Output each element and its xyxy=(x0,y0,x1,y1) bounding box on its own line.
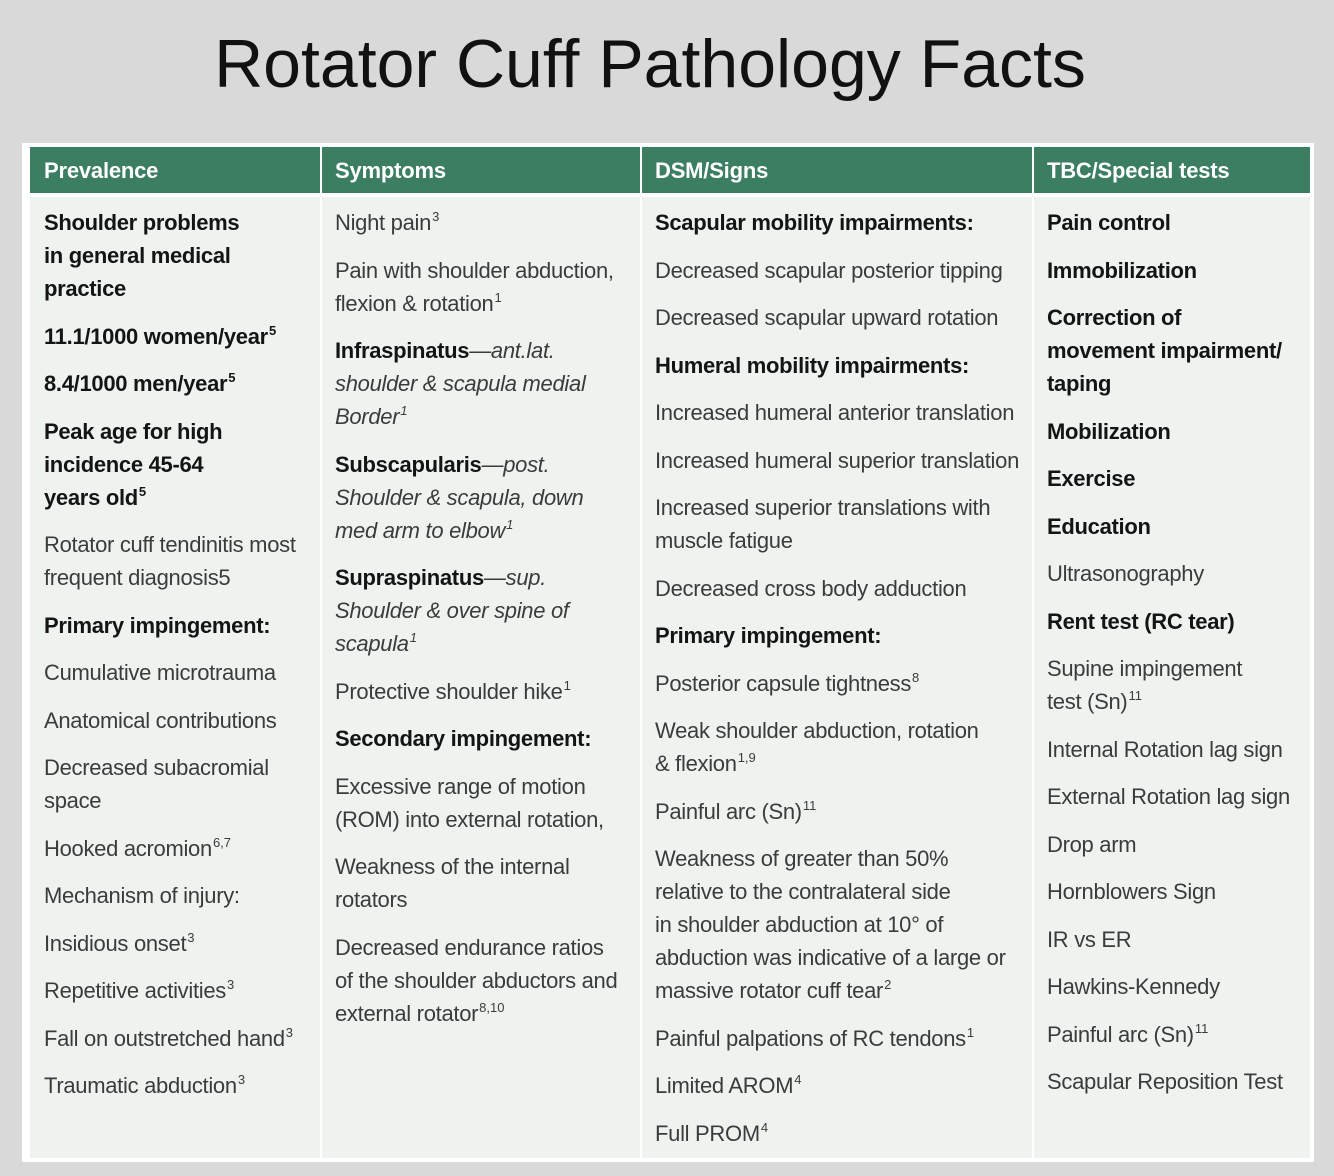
sign-item xyxy=(655,795,1028,828)
item-text: Scapular Reposition Test xyxy=(1047,1069,1283,1094)
item-text: Fall on outstretched hand xyxy=(44,1025,285,1051)
sign-item xyxy=(655,444,1028,477)
symptom-item xyxy=(335,675,636,708)
item-text: Protective shoulder hike xyxy=(335,678,563,704)
prevalence-item xyxy=(44,415,316,514)
item-text: Hooked acromion xyxy=(44,835,212,861)
test-item xyxy=(1047,557,1306,590)
item-text: Correction of movement impairment/ taping xyxy=(1047,305,1282,396)
sign-item xyxy=(655,1022,1028,1055)
prevalence-item xyxy=(44,704,316,737)
citation-superscript: 3 xyxy=(237,1072,246,1087)
prevalence-item xyxy=(44,974,316,1007)
symptom-item xyxy=(335,931,636,1030)
symptom-item xyxy=(335,722,636,755)
citation-superscript: 4 xyxy=(760,1119,769,1135)
citation-superscript: 11 xyxy=(1194,1020,1209,1036)
item-text: Increased humeral superior translation xyxy=(655,447,1020,473)
item-text: Pain with shoulder abduction, flexion & rotation xyxy=(335,257,614,316)
item-text: 8.4/1000 men/year xyxy=(44,371,228,396)
item-text: Supine impingement test (Sn) xyxy=(1047,656,1243,714)
item-text: Primary impingement: xyxy=(44,612,271,638)
sign-item xyxy=(655,842,1028,1007)
muscle-term: Infraspinatus xyxy=(335,338,470,363)
item-text: Insidious onset xyxy=(44,930,187,956)
test-item xyxy=(1047,733,1306,766)
item-text: Pain control xyxy=(1047,210,1171,235)
symptom-item xyxy=(335,561,636,660)
facts-table xyxy=(22,143,1314,1162)
citation-superscript: 1 xyxy=(506,516,514,532)
item-text: Weakness of the internal rotators xyxy=(335,854,570,912)
prevalence-item xyxy=(44,320,316,353)
citation-superscript: 1 xyxy=(563,677,571,693)
prevalence-item xyxy=(44,751,316,817)
item-text: Painful arc (Sn) xyxy=(1047,1021,1194,1047)
page-title: Rotator Cuff Pathology Facts xyxy=(214,26,1086,102)
item-text: Decreased subacromial space xyxy=(44,755,269,813)
item-text: Rotator cuff tendinitis most frequent diagnosis5 xyxy=(44,532,296,590)
item-text: —post. Shoulder & scapula, down med arm to elbow xyxy=(335,451,584,543)
item-text: Cumulative microtrauma xyxy=(44,660,276,685)
symptom-item xyxy=(335,254,636,320)
item-text: Immobilization xyxy=(1047,257,1197,283)
sign-item xyxy=(655,301,1028,334)
sign-item xyxy=(655,491,1028,557)
item-text: Peak age for high incidence 45-64 years old xyxy=(44,418,223,510)
item-text: Traumatic abduction xyxy=(44,1073,237,1098)
sign-item xyxy=(655,572,1028,605)
muscle-term: Subscapularis xyxy=(335,451,482,477)
item-text: Humeral mobility impairments: xyxy=(655,352,970,378)
item-text: Excessive range of motion (ROM) into external rotation, xyxy=(335,773,604,832)
test-item xyxy=(1047,301,1306,400)
item-text: 11.1/1000 women/year xyxy=(44,323,268,349)
item-text: Internal Rotation lag sign xyxy=(1047,736,1283,762)
prevalence-item xyxy=(44,609,316,642)
test-item xyxy=(1047,970,1306,1003)
item-text: Decreased cross body adduction xyxy=(655,575,967,601)
symptom-item xyxy=(335,770,636,836)
item-text: Repetitive activities xyxy=(44,978,227,1003)
item-text: Drop arm xyxy=(1047,831,1137,857)
sign-item xyxy=(655,349,1028,382)
test-item xyxy=(1047,1018,1306,1051)
citation-superscript: 3 xyxy=(285,1024,294,1040)
column-tbc-special-tests xyxy=(1034,197,1310,1158)
item-text: Decreased endurance ratios of the shoulder abductors and external rotator xyxy=(335,934,618,1026)
sign-item xyxy=(655,396,1028,429)
citation-superscript: 1 xyxy=(966,1024,975,1040)
item-text: Posterior capsule tightness xyxy=(655,670,912,696)
item-text: Hawkins-Kennedy xyxy=(1047,974,1220,999)
item-text: Increased superior translations with muscle fatigue xyxy=(655,495,991,553)
citation-superscript: 1,9 xyxy=(737,750,756,765)
prevalence-item xyxy=(44,879,316,912)
test-item xyxy=(1047,875,1306,908)
facts-table-grid xyxy=(30,147,1310,1158)
prevalence-item xyxy=(44,206,316,305)
item-text: Painful arc (Sn) xyxy=(655,798,802,824)
citation-superscript: 11 xyxy=(1128,688,1142,703)
symptom-item xyxy=(335,850,636,916)
item-text: Exercise xyxy=(1047,466,1136,491)
column-dsm-signs xyxy=(642,197,1032,1158)
sign-item xyxy=(655,714,1028,780)
citation-superscript: 3 xyxy=(187,929,195,945)
test-item xyxy=(1047,780,1306,813)
test-item xyxy=(1047,415,1306,448)
item-text: —ant.lat. shoulder & scapula medial Border xyxy=(335,338,586,429)
sign-item xyxy=(655,619,1028,652)
test-item xyxy=(1047,1065,1306,1098)
column-symptoms xyxy=(322,197,640,1158)
item-text: Ultrasonography xyxy=(1047,561,1204,586)
test-item xyxy=(1047,206,1306,239)
item-text: Decreased scapular upward rotation xyxy=(655,305,999,330)
item-text: IR vs ER xyxy=(1047,926,1132,952)
item-text: Mechanism of injury: xyxy=(44,883,240,908)
muscle-term: Supraspinatus xyxy=(335,565,484,590)
column-header-symptoms: Symptoms xyxy=(322,147,640,193)
item-text: Rent test (RC tear) xyxy=(1047,608,1235,634)
prevalence-item xyxy=(44,367,316,400)
citation-superscript: 1 xyxy=(494,289,502,305)
item-text: Limited AROM xyxy=(655,1073,794,1098)
item-text: Increased humeral anterior translation xyxy=(655,400,1015,425)
prevalence-item xyxy=(44,656,316,689)
sign-item xyxy=(655,254,1028,287)
sign-item xyxy=(655,206,1028,239)
symptom-item xyxy=(335,334,636,433)
item-text: Painful palpations of RC tendons xyxy=(655,1025,966,1051)
citation-superscript: 5 xyxy=(268,322,277,338)
test-item xyxy=(1047,923,1306,956)
column-header-tbc-special-tests: TBC/Special tests xyxy=(1034,147,1310,193)
item-text: Hornblowers Sign xyxy=(1047,879,1216,904)
column-prevalence xyxy=(30,197,320,1158)
column-header-dsm-signs: DSM/Signs xyxy=(642,147,1032,193)
test-item xyxy=(1047,462,1306,495)
item-text: Weak shoulder abduction, rotation & flexion xyxy=(655,718,979,776)
sign-item xyxy=(655,1117,1028,1150)
prevalence-item xyxy=(44,1022,316,1055)
citation-superscript: 5 xyxy=(138,483,147,499)
test-item xyxy=(1047,828,1306,861)
citation-superscript: 5 xyxy=(228,370,236,385)
sign-item xyxy=(655,667,1028,700)
prevalence-item xyxy=(44,927,316,960)
item-text: Decreased scapular posterior tipping xyxy=(655,257,1003,283)
citation-superscript: 1 xyxy=(409,630,417,645)
item-text: Mobilization xyxy=(1047,418,1171,444)
item-text: —sup. Shoulder & over spine of scapula xyxy=(335,565,569,656)
citation-superscript: 8,10 xyxy=(479,999,505,1015)
test-item xyxy=(1047,510,1306,543)
item-text: Secondary impingement: xyxy=(335,726,592,751)
citation-superscript: 11 xyxy=(802,797,817,813)
item-text: External Rotation lag sign xyxy=(1047,784,1290,809)
prevalence-item xyxy=(44,1069,316,1102)
sign-item xyxy=(655,1069,1028,1102)
symptom-item xyxy=(335,448,636,547)
test-item xyxy=(1047,605,1306,638)
column-header-prevalence: Prevalence xyxy=(30,147,320,193)
item-text: Shoulder problems in general medical practice xyxy=(44,210,240,301)
citation-superscript: 4 xyxy=(794,1072,802,1087)
citation-superscript: 1 xyxy=(400,403,408,418)
citation-superscript: 6,7 xyxy=(212,834,232,850)
item-text: Night pain xyxy=(335,210,432,235)
citation-superscript: 8 xyxy=(912,669,920,685)
prevalence-item xyxy=(44,832,316,865)
test-item xyxy=(1047,652,1306,718)
item-text: Primary impingement: xyxy=(655,623,882,648)
citation-superscript: 3 xyxy=(227,977,235,992)
item-text: Anatomical contributions xyxy=(44,707,277,733)
symptom-item xyxy=(335,206,636,239)
item-text: Full PROM xyxy=(655,1120,760,1146)
item-text: Weakness of greater than 50% relative to the contralateral side in shoulder abduction at 10° of abduction was indicative of a large or massive rotator cuff tear xyxy=(655,846,1006,1003)
item-text: Scapular mobility impairments: xyxy=(655,210,974,235)
citation-superscript: 2 xyxy=(884,977,892,992)
item-text: Education xyxy=(1047,513,1151,539)
prevalence-item xyxy=(44,528,316,594)
test-item xyxy=(1047,254,1306,287)
citation-superscript: 3 xyxy=(432,209,440,224)
